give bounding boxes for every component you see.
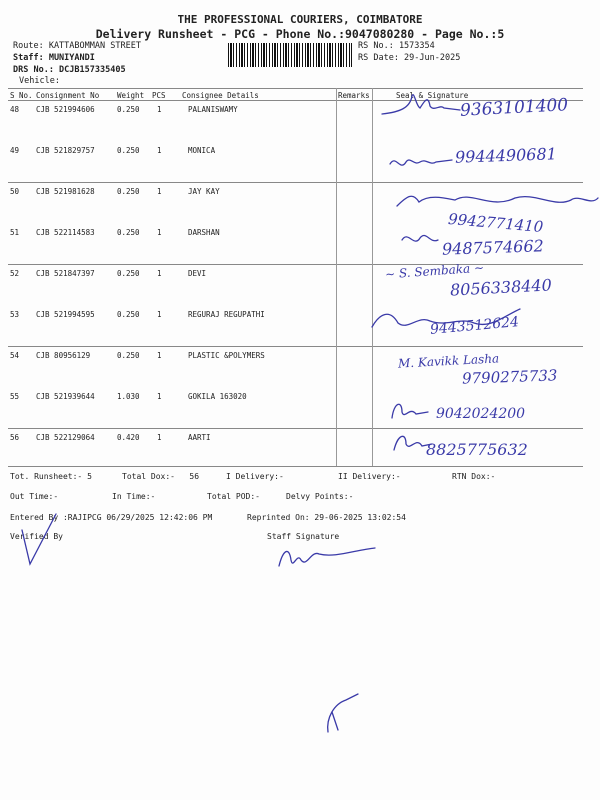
row-separator xyxy=(8,346,583,347)
entered-by: Entered By :RAJIPCG 06/29/2025 12:42:06 PM xyxy=(10,513,213,522)
row-consignee: REGURAJ REGUPATHI xyxy=(188,310,265,319)
row-sno: 54 xyxy=(10,351,20,360)
staff-signature-label: Staff Signature xyxy=(267,532,340,541)
column-divider xyxy=(336,88,337,466)
rs-number: RS No.: 1573354 xyxy=(358,41,435,51)
reprinted-on: Reprinted On: 29-06-2025 13:02:54 xyxy=(247,513,406,522)
row-consignment: CJB 521939644 xyxy=(36,392,95,401)
row-weight: 0.420 xyxy=(117,433,140,442)
col-consignee: Consignee Details xyxy=(182,91,259,100)
staff-signature-mark xyxy=(275,540,385,575)
rs-date: RS Date: 29-Jun-2025 xyxy=(358,53,461,63)
row-consignment: CJB 521994595 xyxy=(36,310,95,319)
verification-tick xyxy=(20,510,60,570)
row-pcs: 1 xyxy=(157,351,162,360)
row-consignee: JAY KAY xyxy=(188,187,220,196)
row-consignment: CJB 522129064 xyxy=(36,433,95,442)
row-pcs: 1 xyxy=(157,146,162,155)
table-top-rule xyxy=(8,88,583,89)
handwritten-phone: 8056338440 xyxy=(449,275,553,300)
rtn-dox: RTN Dox:- xyxy=(452,472,496,481)
row-pcs: 1 xyxy=(157,105,162,114)
total-pod: Total POD:- xyxy=(207,492,260,501)
row-sno: 52 xyxy=(10,269,20,278)
row-consignment: CJB 521829757 xyxy=(36,146,95,155)
total-runsheet: Tot. Runsheet:- 5 xyxy=(10,472,92,481)
handwritten-signature: M. Kavikk Lasha xyxy=(397,351,500,371)
row-consignment: CJB 521994606 xyxy=(36,105,95,114)
row-consignee: AARTI xyxy=(188,433,211,442)
row-consignee: GOKILA 163020 xyxy=(188,392,247,401)
barcode xyxy=(228,43,352,67)
row-weight: 0.250 xyxy=(117,146,140,155)
in-time: In Time:- xyxy=(112,492,156,501)
row-consignee: DEVI xyxy=(188,269,207,278)
row-weight: 0.250 xyxy=(117,228,140,237)
row-pcs: 1 xyxy=(157,269,162,278)
row-separator xyxy=(8,264,583,265)
out-time: Out Time:- xyxy=(10,492,59,501)
drs-number: DRS No.: DCJB157335405 xyxy=(13,65,126,75)
row-consignee: DARSHAN xyxy=(188,228,220,237)
ii-delivery: II Delivery:- xyxy=(338,472,401,481)
i-delivery: I Delivery:- xyxy=(226,472,284,481)
row-consignee: PLASTIC &POLYMERS xyxy=(188,351,265,360)
row-separator xyxy=(8,182,583,183)
row-weight: 0.250 xyxy=(117,187,140,196)
row-consignment: CJB 522114583 xyxy=(36,228,95,237)
handwritten-phone: 8825775632 xyxy=(426,440,528,459)
row-consignee: MONICA xyxy=(188,146,216,155)
route-label: Route: KATTABOMMAN STREET xyxy=(13,41,141,51)
row-pcs: 1 xyxy=(157,228,162,237)
total-dox: Total Dox:- 56 xyxy=(122,472,200,481)
ink-mark xyxy=(322,692,362,737)
handwritten-signature xyxy=(400,226,440,252)
table-bottom-rule xyxy=(8,466,583,467)
row-consignment: CJB 521981628 xyxy=(36,187,95,196)
col-pcs: PCS xyxy=(152,91,166,100)
row-weight: 1.030 xyxy=(117,392,140,401)
row-sno: 55 xyxy=(10,392,20,401)
row-sno: 50 xyxy=(10,187,20,196)
handwritten-signature xyxy=(388,398,433,424)
row-sno: 56 xyxy=(10,433,20,442)
col-weight: Weight xyxy=(117,91,145,100)
col-seal-signature: Seal & Signature xyxy=(396,91,469,100)
row-consignee: PALANISWAMY xyxy=(188,105,238,114)
row-weight: 0.250 xyxy=(117,269,140,278)
row-pcs: 1 xyxy=(157,187,162,196)
row-consignment: CJB 521847397 xyxy=(36,269,95,278)
handwritten-phone: 9487574662 xyxy=(441,236,545,259)
col-consignment: Consignment No xyxy=(36,91,100,100)
col-remarks: Remarks xyxy=(338,91,370,100)
handwritten-signature xyxy=(388,148,458,178)
row-weight: 0.250 xyxy=(117,105,140,114)
row-consignment: CJB 80956129 xyxy=(36,351,91,360)
row-sno: 51 xyxy=(10,228,20,237)
handwritten-phone: 9443512624 xyxy=(429,314,520,338)
handwritten-phone: 9942771410 xyxy=(447,209,545,237)
row-pcs: 1 xyxy=(157,433,162,442)
staff-label: Staff: MUNIYANDI xyxy=(13,53,95,63)
row-sno: 48 xyxy=(10,105,20,114)
row-sno: 49 xyxy=(10,146,20,155)
verified-by-label: Verified By xyxy=(10,532,63,541)
vehicle-label: Vehicle: xyxy=(19,76,60,86)
row-pcs: 1 xyxy=(157,310,162,319)
handwritten-phone: 9790275733 xyxy=(461,366,558,388)
handwritten-signature: ~ S. Sembaka ~ xyxy=(384,260,485,282)
row-weight: 0.250 xyxy=(117,310,140,319)
row-sno: 53 xyxy=(10,310,20,319)
runsheet-subtitle: Delivery Runsheet - PCG - Phone No.:9047080280 - Page No.:5 xyxy=(95,27,505,41)
company-title: THE PROFESSIONAL COURIERS, COIMBATORE xyxy=(177,13,423,26)
row-separator xyxy=(8,428,583,429)
row-weight: 0.250 xyxy=(117,351,140,360)
handwritten-phone: 9042024200 xyxy=(436,406,526,422)
handwritten-phone: 9363101400 xyxy=(459,95,569,121)
delivery-points: Delvy Points:- xyxy=(286,492,354,501)
col-sno: S No. xyxy=(10,91,33,100)
column-divider xyxy=(372,88,373,466)
row-pcs: 1 xyxy=(157,392,162,401)
handwritten-phone: 9944490681 xyxy=(454,144,558,167)
